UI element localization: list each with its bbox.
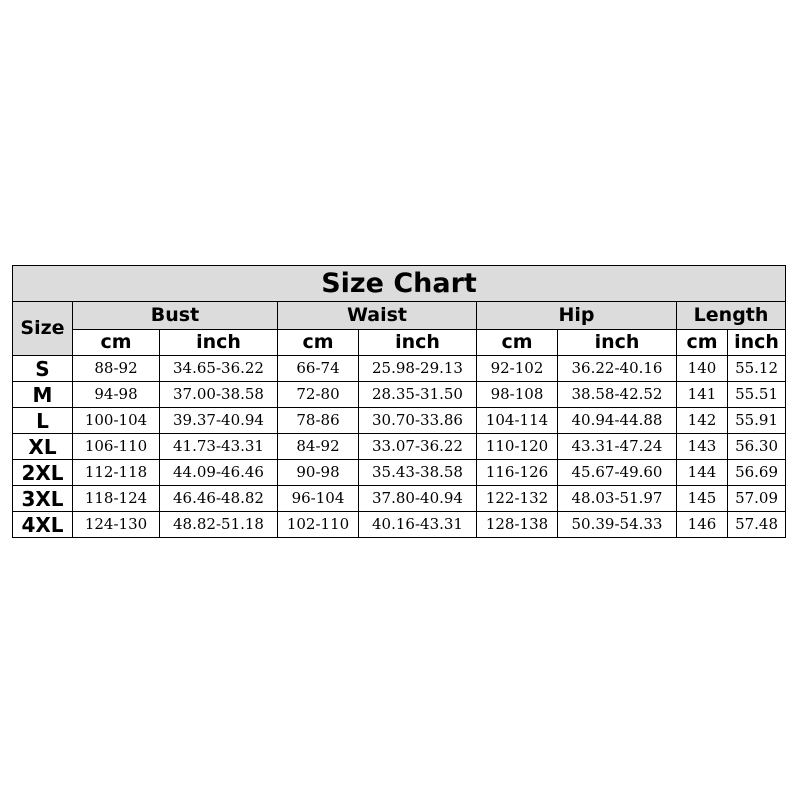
length-cm-cell: 144 xyxy=(677,460,728,486)
bust-inch-header: inch xyxy=(160,330,278,356)
waist-cm-cell: 72-80 xyxy=(278,382,359,408)
waist-inch-cell: 28.35-31.50 xyxy=(359,382,477,408)
hip-cm-cell: 110-120 xyxy=(477,434,558,460)
bust-inch-cell: 39.37-40.94 xyxy=(160,408,278,434)
waist-cm-cell: 96-104 xyxy=(278,486,359,512)
waist-cm-header: cm xyxy=(278,330,359,356)
size-label-cell: 2XL xyxy=(13,460,73,486)
table-row xyxy=(13,486,786,512)
table-row xyxy=(13,382,786,408)
waist-inch-cell: 30.70-33.86 xyxy=(359,408,477,434)
length-inch-cell: 55.12 xyxy=(728,356,786,382)
bust-inch-cell: 34.65-36.22 xyxy=(160,356,278,382)
length-header: Length xyxy=(677,302,786,330)
waist-inch-cell: 33.07-36.22 xyxy=(359,434,477,460)
hip-inch-cell: 45.67-49.60 xyxy=(558,460,677,486)
table-row xyxy=(13,460,786,486)
size-label-cell: L xyxy=(13,408,73,434)
bust-cm-cell: 94-98 xyxy=(73,382,160,408)
size-chart-title: Size Chart xyxy=(13,266,786,302)
length-inch-cell: 55.91 xyxy=(728,408,786,434)
length-cm-cell: 143 xyxy=(677,434,728,460)
bust-inch-cell: 44.09-46.46 xyxy=(160,460,278,486)
hip-cm-cell: 104-114 xyxy=(477,408,558,434)
hip-inch-cell: 40.94-44.88 xyxy=(558,408,677,434)
bust-cm-cell: 100-104 xyxy=(73,408,160,434)
waist-cm-cell: 78-86 xyxy=(278,408,359,434)
waist-cm-cell: 102-110 xyxy=(278,512,359,538)
length-inch-header: inch xyxy=(728,330,786,356)
length-cm-cell: 142 xyxy=(677,408,728,434)
waist-cm-cell: 90-98 xyxy=(278,460,359,486)
length-inch-cell: 56.30 xyxy=(728,434,786,460)
waist-inch-cell: 25.98-29.13 xyxy=(359,356,477,382)
bust-inch-cell: 48.82-51.18 xyxy=(160,512,278,538)
length-inch-cell: 57.48 xyxy=(728,512,786,538)
hip-cm-header: cm xyxy=(477,330,558,356)
bust-header: Bust xyxy=(73,302,278,330)
length-inch-cell: 55.51 xyxy=(728,382,786,408)
table-row xyxy=(13,408,786,434)
size-label-cell: 4XL xyxy=(13,512,73,538)
hip-cm-cell: 122-132 xyxy=(477,486,558,512)
bust-inch-cell: 46.46-48.82 xyxy=(160,486,278,512)
waist-inch-cell: 40.16-43.31 xyxy=(359,512,477,538)
waist-inch-cell: 35.43-38.58 xyxy=(359,460,477,486)
size-label-cell: 3XL xyxy=(13,486,73,512)
length-cm-cell: 146 xyxy=(677,512,728,538)
length-inch-cell: 57.09 xyxy=(728,486,786,512)
waist-cm-cell: 66-74 xyxy=(278,356,359,382)
waist-inch-cell: 37.80-40.94 xyxy=(359,486,477,512)
length-inch-cell: 56.69 xyxy=(728,460,786,486)
table-row xyxy=(13,512,786,538)
table-row xyxy=(13,356,786,382)
bust-cm-cell: 112-118 xyxy=(73,460,160,486)
size-chart-table xyxy=(12,265,786,538)
length-cm-cell: 141 xyxy=(677,382,728,408)
hip-header: Hip xyxy=(477,302,677,330)
waist-cm-cell: 84-92 xyxy=(278,434,359,460)
bust-inch-cell: 37.00-38.58 xyxy=(160,382,278,408)
size-label-cell: M xyxy=(13,382,73,408)
hip-cm-cell: 116-126 xyxy=(477,460,558,486)
bust-cm-cell: 106-110 xyxy=(73,434,160,460)
hip-inch-cell: 36.22-40.16 xyxy=(558,356,677,382)
hip-inch-cell: 43.31-47.24 xyxy=(558,434,677,460)
hip-inch-cell: 50.39-54.33 xyxy=(558,512,677,538)
hip-inch-cell: 38.58-42.52 xyxy=(558,382,677,408)
hip-cm-cell: 128-138 xyxy=(477,512,558,538)
hip-cm-cell: 92-102 xyxy=(477,356,558,382)
waist-header: Waist xyxy=(278,302,477,330)
hip-cm-cell: 98-108 xyxy=(477,382,558,408)
waist-inch-header: inch xyxy=(359,330,477,356)
size-column-header: Size xyxy=(13,302,73,356)
size-label-cell: XL xyxy=(13,434,73,460)
size-label-cell: S xyxy=(13,356,73,382)
bust-cm-header: cm xyxy=(73,330,160,356)
hip-inch-header: inch xyxy=(558,330,677,356)
bust-cm-cell: 88-92 xyxy=(73,356,160,382)
bust-inch-cell: 41.73-43.31 xyxy=(160,434,278,460)
length-cm-header: cm xyxy=(677,330,728,356)
table-row xyxy=(13,434,786,460)
bust-cm-cell: 118-124 xyxy=(73,486,160,512)
length-cm-cell: 140 xyxy=(677,356,728,382)
length-cm-cell: 145 xyxy=(677,486,728,512)
bust-cm-cell: 124-130 xyxy=(73,512,160,538)
hip-inch-cell: 48.03-51.97 xyxy=(558,486,677,512)
